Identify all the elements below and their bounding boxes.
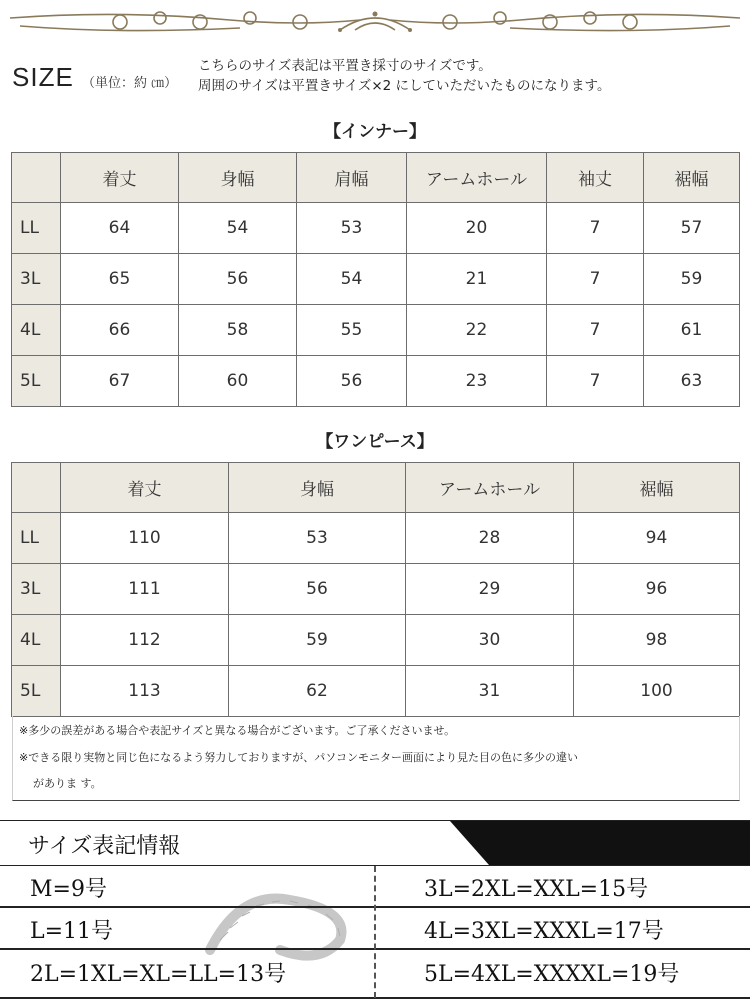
decorative-black-band [450, 821, 750, 865]
table-cell: 59 [229, 615, 406, 666]
row-size-label: 3L [12, 254, 61, 305]
table-cell: 29 [406, 564, 574, 615]
table-row [12, 666, 740, 717]
size-info-panel [0, 820, 750, 1000]
note-line: ※できる限り実物と同じ色になるよう努力しておりますが、パソコンモニター画面により見た目の色に多少の違い [19, 751, 578, 764]
table-cell: 28 [406, 513, 574, 564]
column-header: 裾幅 [644, 153, 740, 203]
column-header: 肩幅 [297, 153, 407, 203]
table-header-row [12, 463, 740, 513]
table-row [12, 305, 740, 356]
row-size-label: 4L [12, 615, 61, 666]
table-row [12, 203, 740, 254]
notes-box [12, 716, 740, 801]
onepiece-section-title: 【ワンピース】 [316, 432, 434, 452]
table-cell: 54 [179, 203, 297, 254]
decorative-ornament-border [0, 0, 750, 48]
table-row [12, 254, 740, 305]
row-size-label: 5L [12, 356, 61, 407]
row-size-label: 3L [12, 564, 61, 615]
size-note [198, 56, 610, 96]
row-size-label: 4L [12, 305, 61, 356]
table-cell: 55 [297, 305, 407, 356]
column-header: アームホール [407, 153, 547, 203]
table-cell: 98 [574, 615, 740, 666]
size-equivalent-right: 3L=2XL=XXL=15号 [424, 877, 649, 902]
note-line: がありま す。 [33, 777, 102, 790]
table-cell: 53 [297, 203, 407, 254]
size-equivalent-left: 2L=1XL=XL=LL=13号 [30, 962, 287, 987]
size-equivalent-right: 5L=4XL=XXXXL=19号 [424, 962, 680, 987]
table-cell: 112 [61, 615, 229, 666]
table-row [12, 615, 740, 666]
table-cell: 7 [547, 305, 644, 356]
table-cell: 113 [61, 666, 229, 717]
table-cell: 110 [61, 513, 229, 564]
table-cell: 63 [644, 356, 740, 407]
inner-size-table [11, 152, 740, 407]
column-header: アームホール [406, 463, 574, 513]
size-equivalent-right: 4L=3XL=XXXL=17号 [424, 919, 664, 944]
table-row [12, 564, 740, 615]
size-equivalent-left: M=9号 [30, 877, 107, 902]
table-cell: 60 [179, 356, 297, 407]
inner-section-title: 【インナー】 [324, 122, 426, 142]
table-cell: 22 [407, 305, 547, 356]
table-cell: 58 [179, 305, 297, 356]
table-cell: 21 [407, 254, 547, 305]
column-header: 身幅 [229, 463, 406, 513]
table-cell: 59 [644, 254, 740, 305]
row-size-label: LL [12, 203, 61, 254]
table-cell: 56 [229, 564, 406, 615]
size-info-title: サイズ表記情報 [28, 834, 181, 859]
table-cell: 96 [574, 564, 740, 615]
onepiece-size-table [11, 462, 740, 717]
table-cell: 7 [547, 203, 644, 254]
table-cell: 100 [574, 666, 740, 717]
table-row [12, 513, 740, 564]
corner-cell [12, 153, 61, 203]
table-cell: 54 [297, 254, 407, 305]
table-cell: 7 [547, 254, 644, 305]
table-cell: 66 [61, 305, 179, 356]
column-divider [374, 866, 376, 998]
size-note-line1: こちらのサイズ表記は平置き採寸のサイズです。 [198, 58, 492, 74]
table-cell: 56 [179, 254, 297, 305]
table-cell: 61 [644, 305, 740, 356]
table-row [12, 356, 740, 407]
size-header [12, 56, 742, 100]
note-line: ※多少の誤差がある場合や表記サイズと異なる場合がございます。ご了承くださいませ。 [19, 724, 456, 737]
size-equivalent-left: L=11号 [30, 919, 114, 944]
size-unit: （単位：約 ㎝） [82, 76, 178, 91]
row-size-label: LL [12, 513, 61, 564]
table-cell: 20 [407, 203, 547, 254]
table-cell: 57 [644, 203, 740, 254]
table-cell: 64 [61, 203, 179, 254]
column-header: 着丈 [61, 463, 229, 513]
table-cell: 23 [407, 356, 547, 407]
row-size-label: 5L [12, 666, 61, 717]
column-header: 着丈 [61, 153, 179, 203]
table-cell: 62 [229, 666, 406, 717]
table-cell: 111 [61, 564, 229, 615]
size-note-line2: 周囲のサイズは平置きサイズ×2 にしていただいたものになります。 [198, 78, 611, 94]
column-header: 身幅 [179, 153, 297, 203]
table-cell: 94 [574, 513, 740, 564]
size-info-header [0, 820, 750, 866]
table-cell: 67 [61, 356, 179, 407]
table-cell: 53 [229, 513, 406, 564]
measuring-tape-icon [200, 870, 370, 970]
corner-cell [12, 463, 61, 513]
table-cell: 31 [406, 666, 574, 717]
size-title: SIZE [12, 62, 74, 92]
table-header-row [12, 153, 740, 203]
column-header: 袖丈 [547, 153, 644, 203]
table-cell: 7 [547, 356, 644, 407]
table-cell: 65 [61, 254, 179, 305]
column-header: 裾幅 [574, 463, 740, 513]
table-cell: 56 [297, 356, 407, 407]
table-cell: 30 [406, 615, 574, 666]
